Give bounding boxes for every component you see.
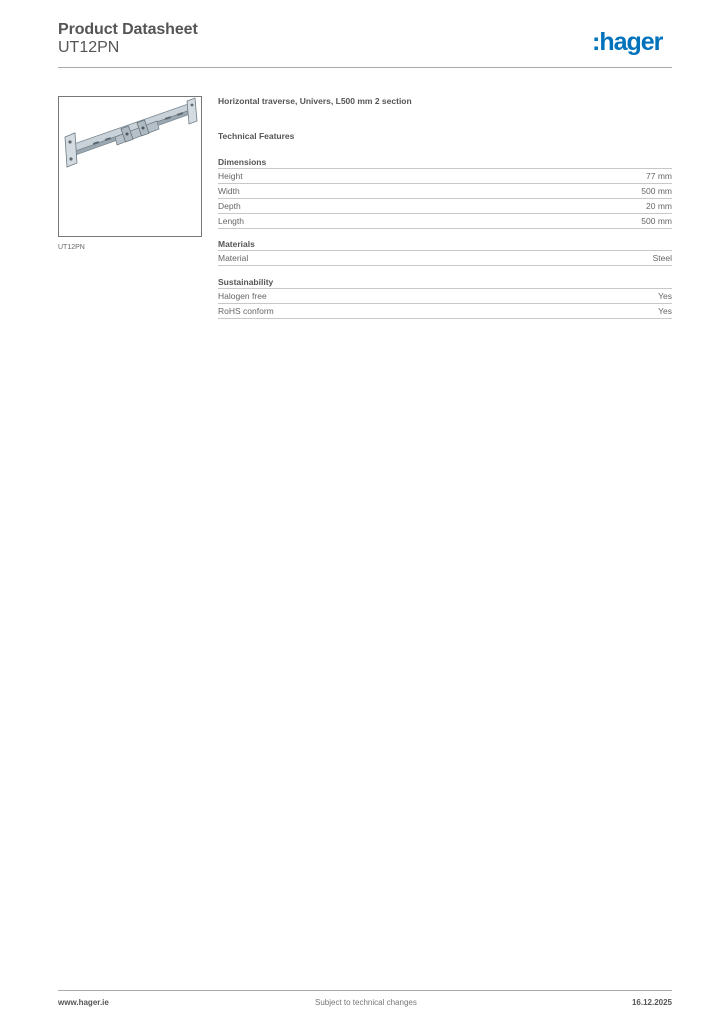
spec-row [218,168,672,183]
spec-value: 20 mm [646,201,672,211]
spec-row [218,213,672,229]
footer-date: 16.12.2025 [631,998,672,1007]
spec-value: Steel [652,253,672,263]
spec-label: Length [218,216,244,226]
image-caption: UT12PN [58,244,85,251]
spec-row [218,303,672,319]
hager-logo-text: :hager [592,28,663,56]
spec-value: Yes [658,306,672,316]
spec-label: Halogen free [218,291,267,301]
spec-row [218,183,672,198]
spec-label: Width [218,186,240,196]
product-description: Horizontal traverse, Univers, L500 mm 2 section [218,96,412,106]
materials-section [218,239,672,266]
spec-value: 500 mm [641,186,672,196]
spec-label: RoHS conform [218,306,274,316]
section-title: Dimensions [218,157,267,167]
technical-features-heading: Technical Features [218,131,295,141]
footer-divider [58,990,672,991]
header-divider [58,67,672,68]
spec-value: 500 mm [641,216,672,226]
spec-label: Height [218,171,243,181]
product-details [218,96,672,319]
footer-website-link[interactable]: www.hager.ie [58,998,109,1007]
spec-label: Material [218,253,249,263]
spec-row [218,250,672,266]
section-title: Materials [218,239,255,249]
product-code: UT12PN [58,39,120,56]
product-image [58,96,202,237]
spec-row [218,288,672,303]
section-title: Sustainability [218,277,274,287]
footer-note: Subject to technical changes [315,998,417,1007]
spec-value: Yes [658,291,672,301]
spec-value: 77 mm [646,171,672,181]
spec-label: Depth [218,201,241,211]
sustainability-section [218,277,672,319]
page-title: Product Datasheet [58,21,198,38]
dimensions-section [218,157,672,229]
traverse-illustration [59,97,201,236]
hager-logo [592,27,674,57]
spec-row [218,198,672,213]
